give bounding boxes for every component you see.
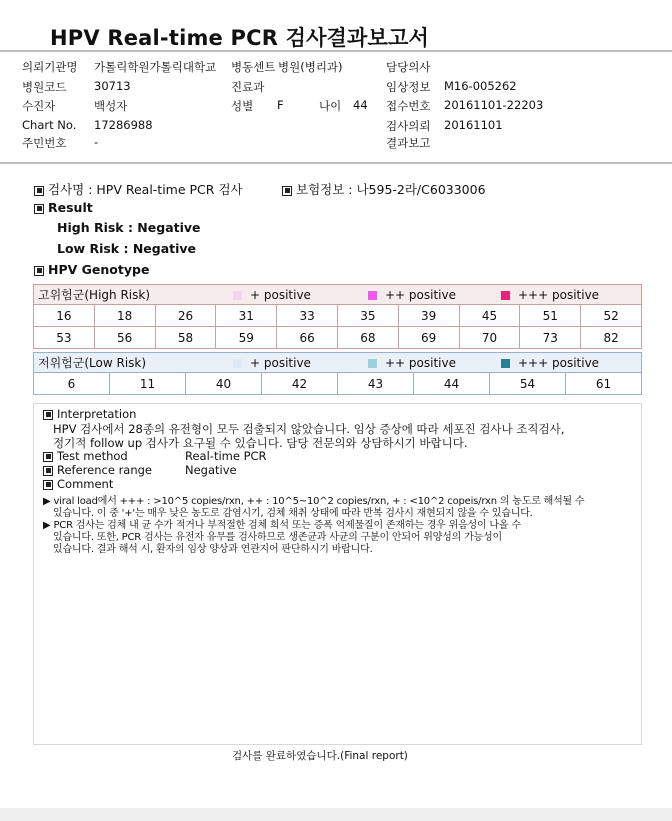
plus-plus-swatch-icon [368, 291, 377, 300]
exam-name-text: 검사명 : HPV Real-time PCR 검사 [48, 182, 243, 197]
square-bullet-icon [34, 204, 44, 214]
report-title: HPV Real-time PCR 검사결과보고서 [50, 26, 429, 50]
table-row [34, 373, 642, 395]
insurance-text: 보험정보 : 나595-2라/C6033006 [296, 182, 486, 197]
doctor-label: 담당의사 [386, 60, 431, 74]
clinical-label: 임상정보 [386, 80, 431, 94]
genotype-cell: 39 [398, 305, 459, 327]
genotype-cell: 56 [94, 327, 155, 349]
genotype-heading [34, 262, 149, 277]
genotype-heading-text: HPV Genotype [48, 262, 150, 277]
square-bullet-icon [43, 452, 53, 462]
genotype-cell: 68 [337, 327, 398, 349]
legend-plus: + positive [250, 287, 311, 302]
institution-value: 가톨릭학원가톨릭대학교 [94, 60, 217, 74]
high-risk-label: 고위험군(High Risk) [38, 288, 150, 302]
ward-value: 병원(병리과) [278, 60, 343, 74]
interpretation-heading [43, 407, 136, 421]
patient-label: 수진자 [22, 99, 56, 113]
reference-range-label: Reference range [57, 463, 153, 477]
result-heading [34, 200, 93, 215]
report-label: 결과보고 [386, 136, 431, 150]
plus-swatch-icon [233, 291, 242, 300]
plus-plus-plus-swatch-icon [501, 359, 510, 368]
plus-plus-plus-swatch-icon [501, 291, 510, 300]
genotype-cell: 26 [155, 305, 216, 327]
footer-band [0, 808, 672, 821]
genotype-cell: 40 [186, 373, 262, 395]
clinical-value: M16-005262 [444, 79, 517, 93]
genotype-cell: 18 [94, 305, 155, 327]
interpretation-line-2: 정기적 follow up 검사가 요구될 수 있습니다. 담당 전문의와 상담하시기 바랍니다. [53, 436, 468, 450]
receipt-value: 20161101-22203 [444, 98, 544, 112]
exam-name [34, 180, 243, 198]
insurance-info [282, 180, 486, 198]
table-row [34, 305, 642, 327]
genotype-cell: 43 [338, 373, 414, 395]
low-risk-result: Low Risk : Negative [57, 241, 197, 256]
genotype-cell: 31 [216, 305, 277, 327]
request-value: 20161101 [444, 118, 503, 132]
low-risk-label: 저위험군(Low Risk) [38, 356, 147, 370]
genotype-cell: 35 [337, 305, 398, 327]
square-bullet-icon [43, 466, 53, 476]
test-method-value: Real-time PCR [185, 449, 267, 463]
legend-plus-plus: ++ positive [385, 287, 456, 302]
legend-plus-plus-plus: +++ positive [518, 355, 600, 370]
legend-plus-plus-plus: +++ positive [518, 287, 600, 302]
institution-label: 의뢰기관명 [22, 60, 78, 74]
comment-line: ▶ viral load에서 +++ : >10^5 copies/rxn, ++ : 10^5~10^2 copies/rxn, + : <10^2 copeis/rxn 의 농도로 해석될 수 [43, 496, 585, 507]
comment-heading [43, 477, 113, 491]
comment-line: 있습니다. 또한, PCR 검사는 유전자 유무를 검사하므로 생존균과 사균의 구분이 안되어 위양성의 가능성이 [53, 532, 502, 543]
genotype-cell: 42 [262, 373, 338, 395]
interpretation-line-1: HPV 검사에서 28종의 유전형이 모두 검출되지 않았습니다. 임상 증상에 따라 세포진 검사나 조직검사, [53, 422, 565, 436]
plus-swatch-icon [233, 359, 242, 368]
interpretation-heading-text: Interpretation [57, 407, 137, 421]
comment-line: ▶ PCR 검사는 검체 내 균 수가 적거나 부적절한 검체 희석 또는 증폭 억제물질이 존재하는 경우 위음성이 나올 수 [43, 520, 521, 531]
comment-heading-text: Comment [57, 477, 114, 491]
genotype-cell: 59 [216, 327, 277, 349]
genotype-cell: 69 [398, 327, 459, 349]
genotype-cell: 51 [520, 305, 581, 327]
patient-value: 백성자 [94, 99, 128, 113]
sex-value: F [277, 98, 284, 112]
genotype-cell: 54 [490, 373, 566, 395]
result-heading-text: Result [48, 200, 93, 215]
genotype-cell: 82 [581, 327, 642, 349]
genotype-cell: 52 [581, 305, 642, 327]
genotype-cell: 16 [34, 305, 95, 327]
square-bullet-icon [43, 480, 53, 490]
id-value: - [94, 135, 99, 149]
square-bullet-icon [282, 186, 292, 196]
genotype-cell: 6 [34, 373, 110, 395]
header-bottom-divider [0, 162, 672, 164]
request-label: 검사의뢰 [386, 119, 431, 133]
genotype-cell: 11 [110, 373, 186, 395]
age-value: 44 [353, 98, 368, 112]
square-bullet-icon [43, 410, 53, 420]
test-method-label: Test method [57, 449, 128, 463]
hospital-code-label: 병원코드 [22, 80, 67, 94]
genotype-cell: 61 [566, 373, 642, 395]
genotype-cell: 53 [34, 327, 95, 349]
legend-plus-plus: ++ positive [385, 355, 456, 370]
hospital-code-value: 30713 [94, 79, 131, 93]
high-risk-header [33, 284, 642, 305]
square-bullet-icon [34, 266, 44, 276]
id-label: 주민번호 [22, 136, 67, 150]
ward-label: 병동센트 [231, 60, 276, 74]
square-bullet-icon [34, 186, 44, 196]
genotype-cell: 73 [520, 327, 581, 349]
reference-range-value: Negative [185, 463, 237, 477]
chart-no-value: 17286988 [94, 118, 153, 132]
genotype-cell: 70 [459, 327, 520, 349]
high-risk-result: High Risk : Negative [57, 220, 201, 235]
legend-plus: + positive [250, 355, 311, 370]
genotype-cell: 58 [155, 327, 216, 349]
dept-label: 진료과 [231, 80, 265, 94]
age-label: 나이 [319, 99, 342, 113]
reference-range-row [43, 463, 152, 477]
sex-label: 성별 [231, 99, 254, 113]
genotype-cell: 44 [414, 373, 490, 395]
test-method-row [43, 449, 128, 463]
low-risk-header [33, 352, 642, 373]
high-risk-table [33, 304, 642, 349]
receipt-label: 접수번호 [386, 99, 431, 113]
table-row [34, 327, 642, 349]
genotype-cell: 45 [459, 305, 520, 327]
genotype-cell: 33 [277, 305, 338, 327]
genotype-cell: 66 [277, 327, 338, 349]
header-top-divider [0, 50, 672, 52]
comment-line: 있습니다. 결과 해석 시, 환자의 임상 양상과 연관지어 판단하시기 바랍니다. [53, 544, 373, 555]
chart-no-label: Chart No. [22, 118, 77, 132]
final-report-note: 검사를 완료하였습니다.(Final report) [232, 750, 408, 762]
plus-plus-swatch-icon [368, 359, 377, 368]
low-risk-table [33, 372, 642, 395]
comment-line: 있습니다. 이 중 '+'는 매우 낮은 농도로 감염시기, 검체 채취 상태에 따라 반복 검사시 재현되지 않을 수 있습니다. [53, 508, 533, 519]
